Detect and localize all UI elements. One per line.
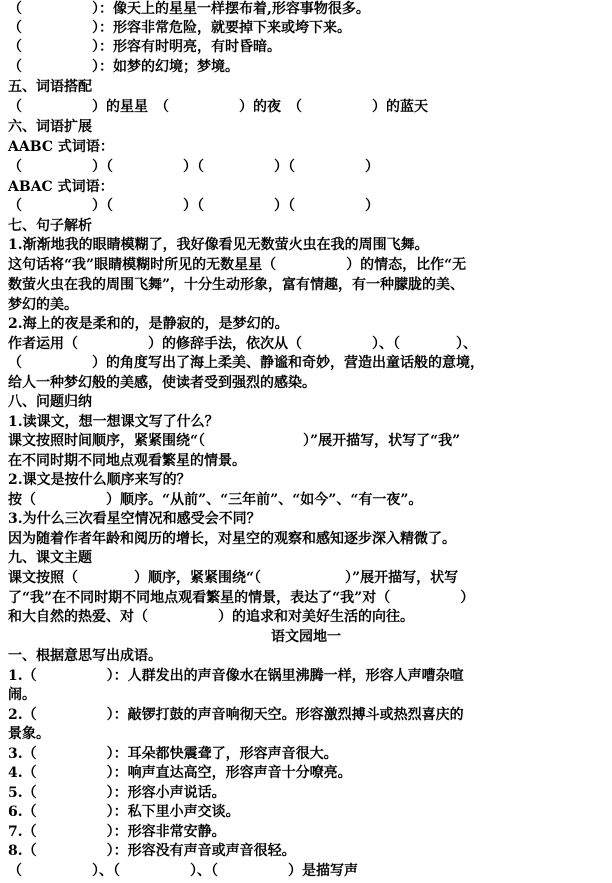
doc-line: 课文按照（ ）顺序，紧紧围绕“（ ）”展开描写，状写 [8,570,459,586]
doc-line: 景象。 [8,726,50,742]
doc-line: （ ）的星星 （ ）的夜 （ ）的蓝天 [8,99,428,115]
doc-line: （ ）：如梦的幻境；梦境。 [8,59,239,75]
doc-line: （ ）、（ ）、（ ）是描写声 [8,863,358,879]
doc-line: （ ）（ ）（ ）（ ） [8,198,379,214]
doc-line: 1.（ ）：人群发出的声音像水在锅里沸腾一样，形容人声嘈杂喧 [8,668,464,684]
doc-line: 4.（ ）：响声直达高空，形容声音十分嘹亮。 [8,765,352,781]
doc-line: 8.（ ）：形容没有声音或声音很轻。 [8,843,296,859]
doc-line: 5.（ ）：形容小声说话。 [8,785,226,801]
section-heading: 五、词语搭配 [8,79,92,95]
section-heading: 一、根据意思写出成语。 [8,648,162,664]
doc-line: 给人一种梦幻般的美感，使读者受到强烈的感染。 [8,375,316,391]
doc-line: 在不同时期不同地点观看繁星的情景。 [8,453,246,469]
doc-line: （ ）：形容非常危险，就要掉下来或垮下来。 [8,20,351,36]
doc-line: 2.（ ）：敲锣打鼓的声音响彻天空。形容激烈搏斗或热烈喜庆的 [8,707,464,723]
section-heading: 九、课文主题 [8,550,92,566]
doc-line: 1.读课文，想一想课文写了什么？ [8,414,219,430]
doc-line: 3.为什么三次看星空情况和感受会不同？ [8,511,261,527]
doc-line: 闹。 [8,687,36,703]
doc-line: （ ）：形容有时明亮，有时昏暗。 [8,39,281,55]
doc-line: 1.渐渐地我的眼睛模糊了，我好像看见无数萤火虫在我的周围飞舞。 [8,237,429,253]
doc-line: （ ）（ ）（ ）（ ） [8,159,379,175]
doc-line: 这句话将“我”眼睛模糊时所见的无数星星（ ）的情态，比作“无 [8,257,467,273]
doc-line: 7.（ ）：形容非常安静。 [8,824,226,840]
doc-line: 6.（ ）：私下里小声交谈。 [8,804,240,820]
doc-line: 了“我”在不同时期不同地点观看繁星的情景，表达了“我”对（ ） [8,590,475,606]
doc-line: 和大自然的热爱、对（ ）的追求和对美好生活的向往。 [8,609,414,625]
doc-line: （ ）：像天上的星星一样摆布着,形容事物很多。 [8,1,370,17]
doc-line: 按（ ）顺序。“从前”、“三年前”、“如今”、“有一夜”。 [8,492,423,508]
section-heading: 八、问题归纳 [8,394,92,410]
doc-line: 2.海上的夜是柔和的，是静寂的，是梦幻的。 [8,316,289,332]
doc-line: 课文按照时间顺序，紧紧围绕“（ ）”展开描写，状写了“我” [8,433,461,449]
doc-line: （ ）的角度写出了海上柔美、静谧和奇妙，营造出童话般的意境， [8,355,484,371]
section-heading: 七、句子解析 [8,218,92,234]
doc-line: AABC 式词语： [8,139,114,155]
doc-line: 数萤火虫在我的周围飞舞”，十分生动形象，富有情趣，有一种朦胧的美、 [8,277,465,293]
doc-line: 3.（ ）：耳朵都快震聋了，形容声音很大。 [8,746,338,762]
page-title: 语文园地一 [271,629,341,645]
doc-line: 梦幻的美。 [8,297,78,313]
doc-line: ABAC 式词语： [8,179,114,195]
doc-line: 因为随着作者年龄和阅历的增长，对星空的观察和感知逐步深入精微了。 [8,531,456,547]
section-heading: 六、词语扩展 [8,119,92,135]
doc-line: 2.课文是按什么顺序来写的？ [8,472,191,488]
doc-line: 作者运用（ ）的修辞手法，依次从（ ）、（ ）、 [8,336,477,352]
